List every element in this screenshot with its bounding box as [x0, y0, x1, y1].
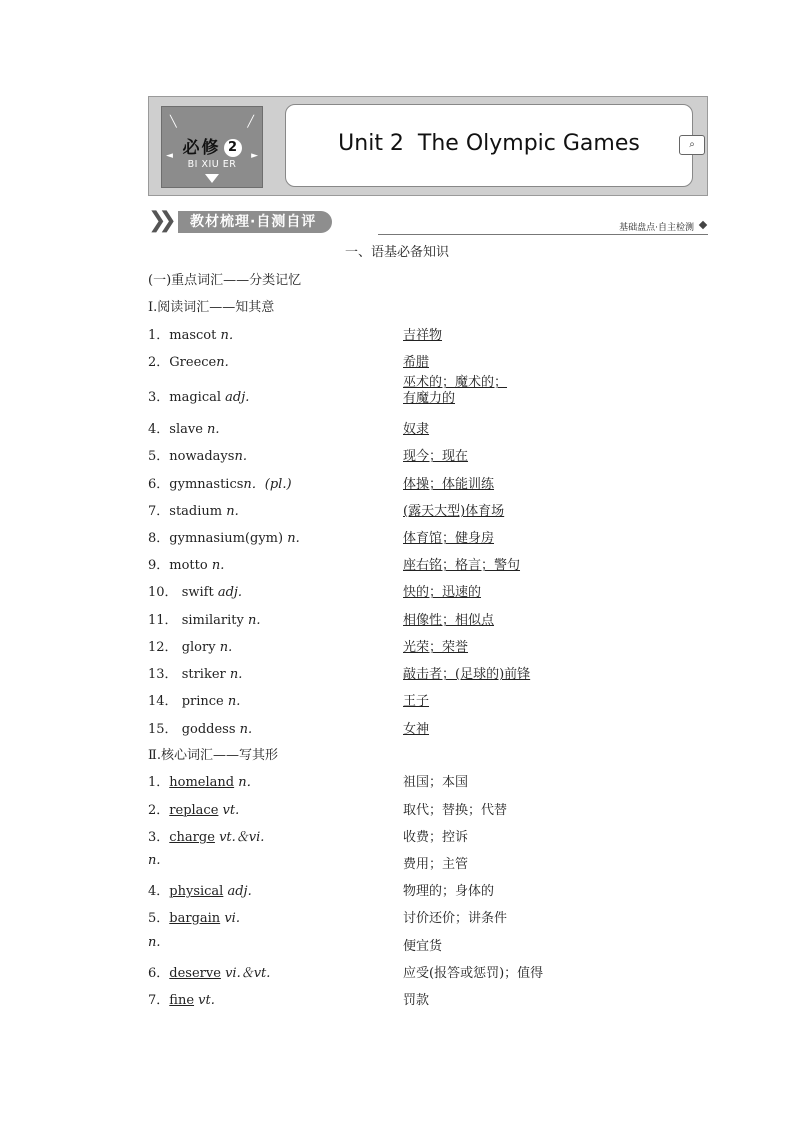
divider [378, 234, 708, 235]
textbook-badge [161, 106, 263, 188]
arrow-left-icon: ◄ [166, 151, 173, 161]
diamond-icon [699, 221, 707, 229]
section-subtitle: 基础盘点·自主检测 [619, 223, 694, 233]
unit-banner [148, 96, 708, 196]
badge-title: 必修 2 [162, 133, 262, 158]
search-icon[interactable]: ⌕ [679, 135, 705, 155]
chevron-right-icon: ╱ [247, 115, 254, 128]
chevron-left-icon: ╲ [170, 115, 177, 128]
arrow-right-icon: ► [251, 151, 258, 161]
section-label: 教材梳理·自测自评 [178, 211, 332, 233]
heading-basics: 一、语基必备知识 [344, 245, 449, 260]
unit-title-box [285, 104, 693, 187]
badge-pinyin: BI XIU ER [187, 159, 237, 170]
heading-core-vocab: Ⅱ.核心词汇——写其形 [148, 748, 278, 763]
heading-reading-vocab: Ⅰ.阅读词汇——知其意 [148, 300, 275, 315]
section-header [148, 208, 708, 236]
double-chevron-icon: ❯❯ [148, 208, 169, 233]
triangle-down-icon [205, 174, 219, 183]
heading-vocab: (一)重点词汇——分类记忆 [148, 273, 302, 288]
unit-title: Unit 2 The Olympic Games [338, 131, 640, 156]
